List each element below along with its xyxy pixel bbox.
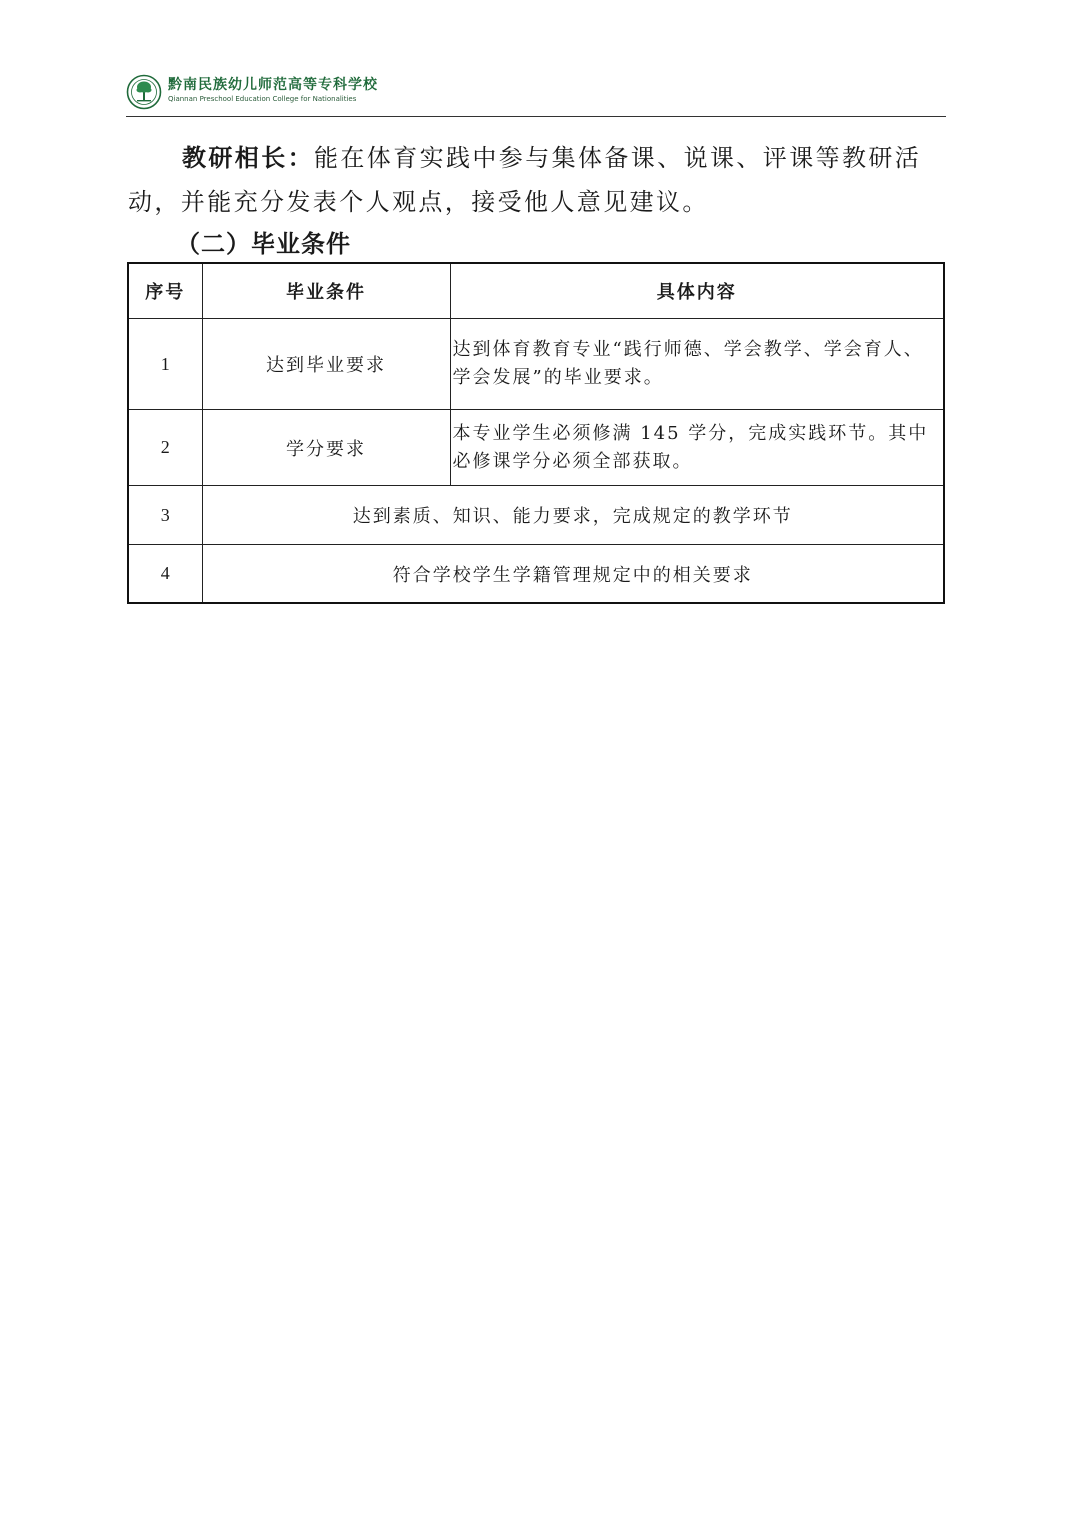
row-merged-content: 达到素质、知识、能力要求，完成规定的教学环节 [202,486,944,545]
row-content: 达到体育教育专业“践行师德、学会教学、学会育人、学会发展”的毕业要求。 [450,319,944,410]
row-no: 1 [128,319,202,410]
paragraph-label: 教研相长： [182,144,314,172]
table-row [128,319,944,410]
row-condition: 学分要求 [202,410,450,486]
school-name-cn: 黔南民族幼儿师范高等专科学校 [168,77,378,93]
paragraph-text: 能在体育实践中参与集体备课、说课、评课等教研活动，并能充分发表个人观点，接受他人意见建议。 [128,144,922,216]
row-no: 4 [128,545,202,604]
row-no: 3 [128,486,202,545]
school-name-en: Qiannan Preschool Education College for Nationalities [168,95,357,103]
row-content: 本专业学生必须修满 145 学分，完成实践环节。其中必修课学分必须全部获取。 [450,410,944,486]
table-header-row [128,263,944,319]
table-row [128,486,944,545]
header-condition: 毕业条件 [202,263,450,319]
teaching-research-paragraph [128,136,944,224]
row-merged-content: 符合学校学生学籍管理规定中的相关要求 [202,545,944,604]
school-name [168,76,378,104]
header-content: 具体内容 [450,263,944,319]
page-header [126,70,946,117]
school-emblem-icon [126,74,162,110]
header-no: 序号 [128,263,202,319]
graduation-conditions-table [127,262,945,604]
table-row [128,545,944,604]
row-no: 2 [128,410,202,486]
row-condition: 达到毕业要求 [202,319,450,410]
section-title: （二）毕业条件 [176,230,351,258]
table-row [128,410,944,486]
